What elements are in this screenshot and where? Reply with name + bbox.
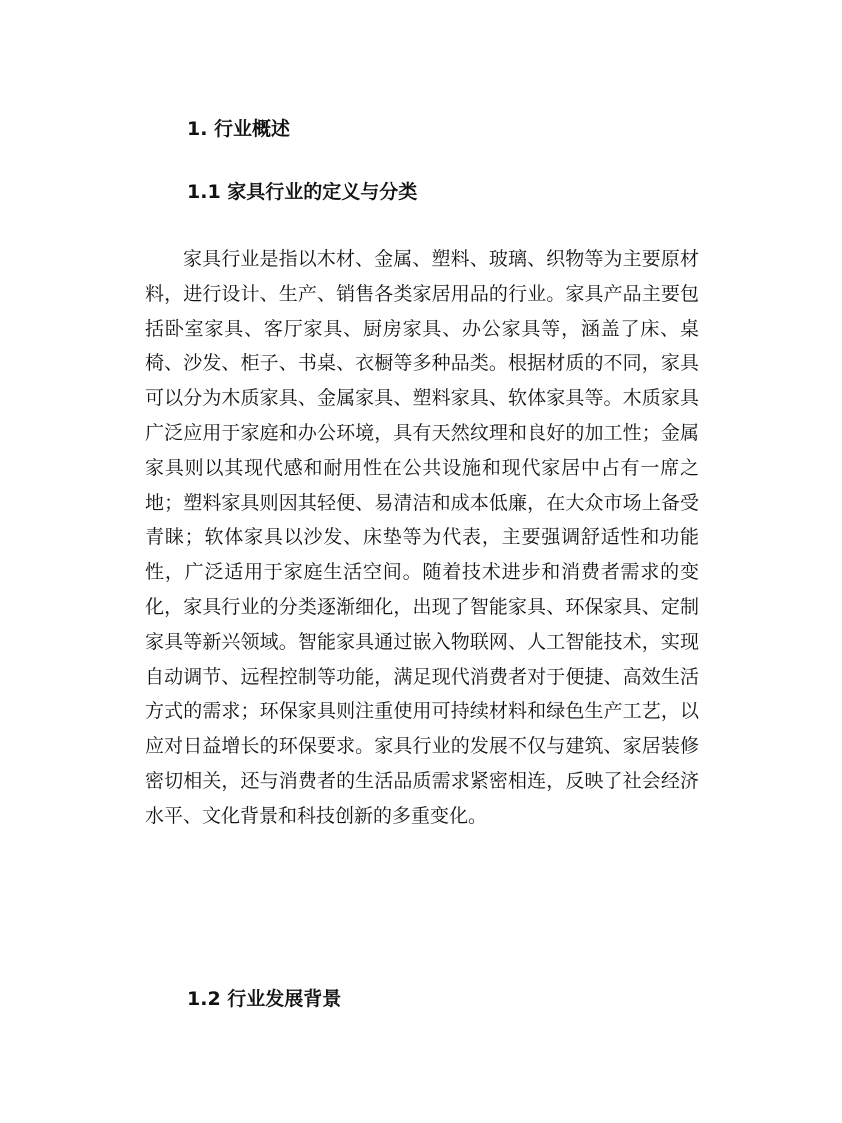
section-heading-1-2: 1.2 行业发展背景	[187, 988, 342, 1010]
section-heading-1-1: 1.1 家具行业的定义与分类	[187, 181, 418, 203]
section-1-1-paragraph: 家具行业是指以木材、金属、塑料、玻璃、织物等为主要原材料，进行设计、生产、销售各类家居用品的行业。家具产品主要包括卧室家具、客厅家具、厨房家具、办公家具等，涵盖了床、桌椅、沙发、柜子、书桌、衣橱等多种品类。根据材质的不同，家具可以分为木质家具、金属家具、塑料家具、软体家具等。木质家具广泛应用于家庭和办公环境，具有天然纹理和良好的加工性；金属家具则以其现代感和耐用性在公共设施和现代家居中占有一席之地；塑料家具则因其轻便、易清洁和成本低廉，在大众市场上备受青睐；软体家具以沙发、床垫等为代表，主要强调舒适性和功能性，广泛适用于家庭生活空间。随着技术进步和消费者需求的变化，家具行业的分类逐渐细化，出现了智能家具、环保家具、定制家具等新兴领域。智能家具通过嵌入物联网、人工智能技术，实现自动调节、远程控制等功能，满足现代消费者对于便捷、高效生活方式的需求；环保家具则注重使用可持续材料和绿色生产工艺，以应对日益增长的环保要求。家具行业的发展不仅与建筑、家居装修密切相关，还与消费者的生活品质需求紧密相连，反映了社会经济水平、文化背景和科技创新的多重变化。	[145, 248, 699, 827]
chapter-heading: 1. 行业概述	[187, 118, 291, 140]
